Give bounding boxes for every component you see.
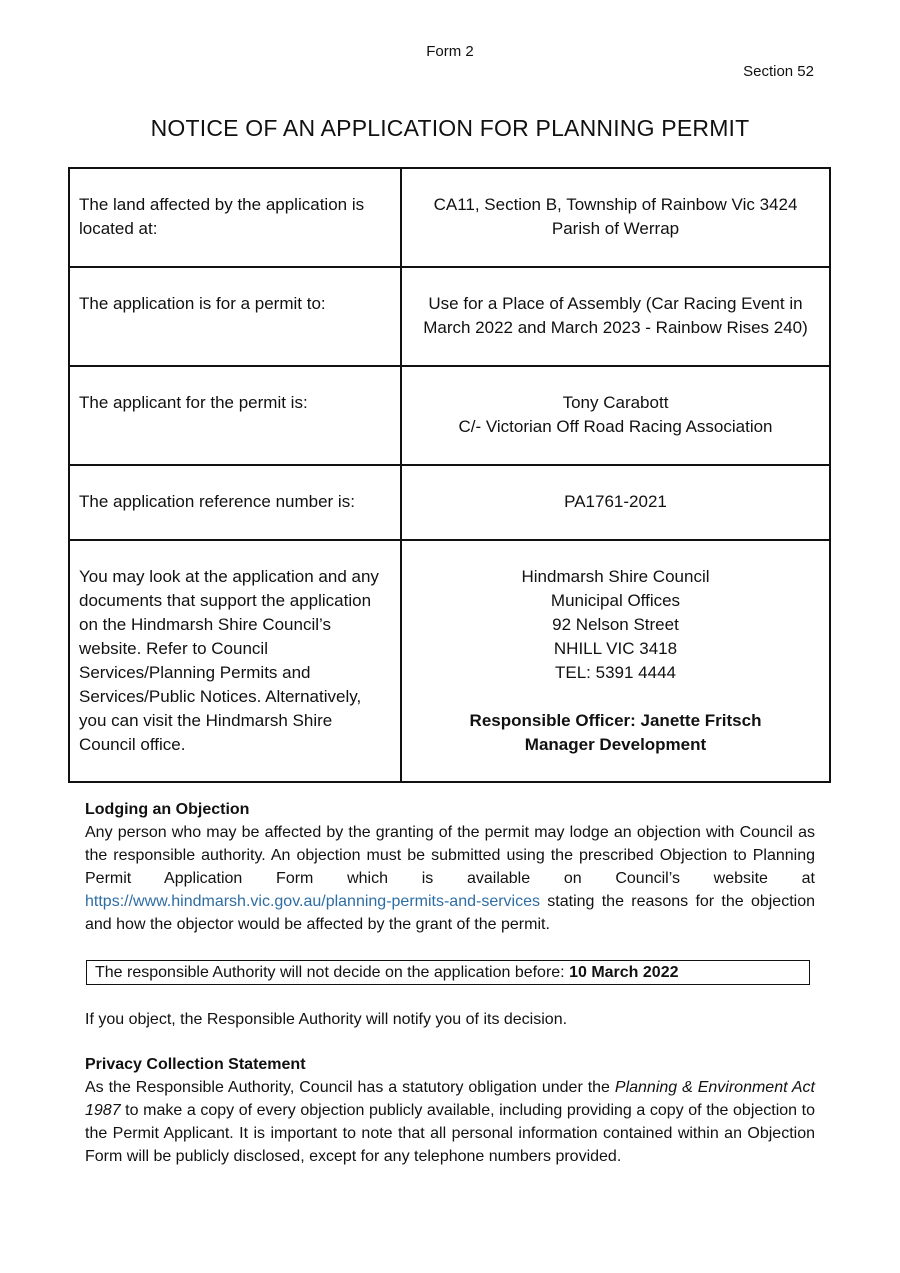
privacy-text-1: As the Responsible Authority, Council has a statutory obligation under the bbox=[85, 1079, 615, 1096]
decision-text: The responsible Authority will not decide on the application before: bbox=[95, 964, 570, 981]
applicant-label: The applicant for the permit is: bbox=[69, 366, 401, 465]
permit-label: The application is for a permit to: bbox=[69, 267, 401, 366]
privacy-heading: Privacy Collection Statement bbox=[85, 1056, 306, 1073]
table-row-inspection bbox=[69, 540, 830, 782]
reference-value: PA1761-2021 bbox=[401, 465, 830, 540]
page-title: NOTICE OF AN APPLICATION FOR PLANNING PERMIT bbox=[150, 115, 750, 141]
land-label: The land affected by the application is located at: bbox=[69, 168, 401, 267]
notify-statement: If you object, the Responsible Authority will notify you of its decision. bbox=[85, 1011, 568, 1028]
responsible-officer: Responsible Officer: Janette Fritsch bbox=[469, 711, 762, 730]
application-details-table bbox=[68, 167, 831, 783]
applicant-organisation: C/- Victorian Off Road Racing Association bbox=[458, 417, 773, 436]
permit-value: Use for a Place of Assembly (Car Racing Event in March 2022 and March 2023 - Rainbow Rises 240) bbox=[401, 267, 830, 366]
council-phone: TEL: 5391 4444 bbox=[555, 663, 676, 682]
act-name: Planning & Environment Act 1987 bbox=[85, 1079, 815, 1119]
council-name: Hindmarsh Shire Council bbox=[521, 567, 710, 586]
objection-body bbox=[85, 821, 815, 936]
table-row-land bbox=[69, 168, 830, 267]
table-row-permit bbox=[69, 267, 830, 366]
applicant-value bbox=[401, 366, 830, 465]
applicant-name: Tony Carabott bbox=[562, 393, 669, 412]
privacy-section bbox=[85, 1053, 815, 1168]
council-street: 92 Nelson Street bbox=[552, 615, 679, 634]
land-value bbox=[401, 168, 830, 267]
council-contact bbox=[401, 540, 830, 782]
objection-text-1: Any person who may be affected by the granting of the permit may lodge an objection with Council as the responsible authority. An objection must be submitted using the prescribed Objection to Planning Permit Application Form which is available on Council’s website at bbox=[85, 824, 815, 887]
reference-label: The application reference number is: bbox=[69, 465, 401, 540]
inspection-label: You may look at the application and any documents that support the application on the Hindmarsh Shire Council’s website. Refer to Council Services/Planning Permits and Services/Public Notices. Alternatively, you can visit the Hindmarsh Shire Council office. bbox=[69, 540, 401, 782]
spacer bbox=[408, 685, 823, 709]
form-number: Form 2 bbox=[426, 43, 474, 60]
objection-section bbox=[85, 798, 815, 936]
decision-date-box bbox=[86, 960, 810, 985]
privacy-text-2: to make a copy of every objection publicly available, including providing a copy of the objection to the Permit Applicant. It is important to note that all personal information contained within an Objection Form will be publicly disclosed, except for any telephone numbers provided. bbox=[85, 1102, 815, 1165]
council-town: NHILL VIC 3418 bbox=[553, 639, 678, 658]
planning-permits-link[interactable]: https://www.hindmarsh.vic.gov.au/planning-permits-and-services bbox=[85, 893, 541, 910]
land-parish: Parish of Werrap bbox=[551, 219, 680, 238]
decision-date: 10 March 2022 bbox=[569, 964, 679, 981]
officer-title: Manager Development bbox=[524, 735, 707, 754]
objection-text-2: stating the reasons for the objection and how the objector would be affected by the grant of the permit. bbox=[85, 893, 815, 933]
table-row-applicant bbox=[69, 366, 830, 465]
privacy-body bbox=[85, 1076, 815, 1168]
table-row-reference bbox=[69, 465, 830, 540]
objection-heading: Lodging an Objection bbox=[85, 801, 250, 818]
land-address: CA11, Section B, Township of Rainbow Vic 3424 bbox=[433, 195, 798, 214]
section-number: Section 52 bbox=[743, 63, 814, 80]
council-offices: Municipal Offices bbox=[550, 591, 681, 610]
